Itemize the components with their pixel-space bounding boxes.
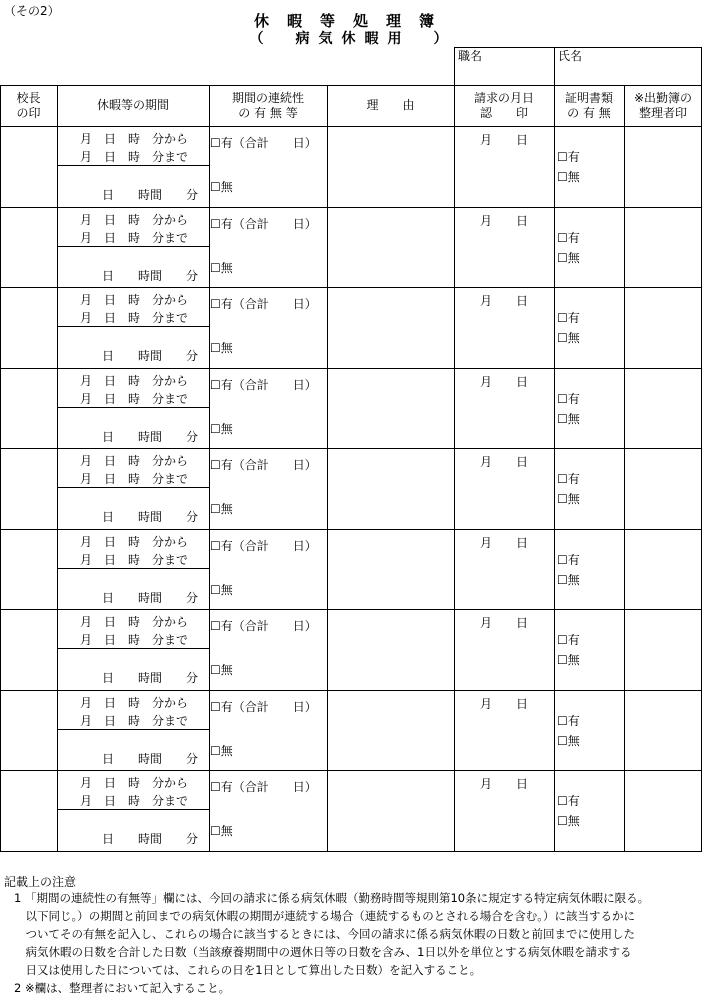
- certificate-no-checkbox[interactable]: ☐無: [557, 251, 580, 265]
- request-month-day: 月 日: [480, 294, 529, 308]
- principal-seal-cell[interactable]: [1, 208, 56, 286]
- clerk-seal-cell[interactable]: [625, 610, 700, 688]
- post-field[interactable]: [482, 62, 552, 82]
- header-principal-seal: 校長 の印: [16, 91, 41, 120]
- continuity-no-checkbox[interactable]: ☐無: [210, 422, 233, 436]
- certificate-yes-checkbox[interactable]: ☐有: [557, 392, 580, 406]
- continuity-no-checkbox[interactable]: ☐無: [210, 583, 233, 597]
- period-days-hours-text: 日 時間 分: [102, 832, 199, 846]
- period-from-text: 月 日 時 分から: [80, 213, 189, 227]
- certificate-yes-checkbox[interactable]: ☐有: [557, 553, 580, 567]
- certificate-yes-checkbox[interactable]: ☐有: [557, 714, 580, 728]
- clerk-seal-cell[interactable]: [625, 691, 700, 769]
- reason-cell[interactable]: [328, 530, 453, 608]
- reason-cell[interactable]: [328, 691, 453, 769]
- clerk-seal-cell[interactable]: [625, 530, 700, 608]
- clerk-seal-cell[interactable]: [625, 288, 700, 366]
- period-divider: [57, 407, 209, 408]
- note-line: ついてその有無を記入し、これらの場合に該当するときには、今回の請求に係る病気休暇の日数と前回までに使用した: [14, 927, 635, 941]
- certificate-no-checkbox[interactable]: ☐無: [557, 331, 580, 345]
- request-month-day: 月 日: [480, 375, 529, 389]
- form-title: 休暇等処理簿: [253, 12, 452, 30]
- note-line: 1 「期間の連続性の有無等」欄には、今回の請求に係る病気休暇（勤務時間等規則第10条に規定する特定病気休暇に限る。: [14, 891, 650, 905]
- request-month-day: 月 日: [480, 536, 529, 550]
- principal-seal-cell[interactable]: [1, 610, 56, 688]
- continuity-yes-checkbox[interactable]: ☐有（合計 日）: [210, 780, 317, 794]
- principal-seal-cell[interactable]: [1, 530, 56, 608]
- period-divider: [57, 648, 209, 649]
- reason-cell[interactable]: [328, 288, 453, 366]
- clerk-seal-cell[interactable]: [625, 369, 700, 447]
- period-from-text: 月 日 時 分から: [80, 696, 189, 710]
- period-from-text: 月 日 時 分から: [80, 615, 189, 629]
- period-to-text: 月 日 時 分まで: [80, 472, 189, 486]
- certificate-no-checkbox[interactable]: ☐無: [557, 814, 580, 828]
- reason-cell[interactable]: [328, 610, 453, 688]
- continuity-no-checkbox[interactable]: ☐無: [210, 502, 233, 516]
- name-label: 氏名: [558, 49, 583, 63]
- certificate-yes-checkbox[interactable]: ☐有: [557, 150, 580, 164]
- period-from-text: 月 日 時 分から: [80, 374, 189, 388]
- principal-seal-cell[interactable]: [1, 127, 56, 205]
- period-to-text: 月 日 時 分まで: [80, 311, 189, 325]
- continuity-yes-checkbox[interactable]: ☐有（合計 日）: [210, 700, 317, 714]
- continuity-yes-checkbox[interactable]: ☐有（合計 日）: [210, 458, 317, 472]
- certificate-yes-checkbox[interactable]: ☐有: [557, 231, 580, 245]
- period-days-hours-text: 日 時間 分: [102, 349, 199, 363]
- row-divider: [0, 851, 702, 852]
- request-month-day: 月 日: [480, 214, 529, 228]
- principal-seal-cell[interactable]: [1, 369, 56, 447]
- certificate-no-checkbox[interactable]: ☐無: [557, 412, 580, 426]
- certificate-yes-checkbox[interactable]: ☐有: [557, 472, 580, 486]
- header-continuity: 期間の連続性 の 有 無 等: [231, 91, 304, 120]
- continuity-no-checkbox[interactable]: ☐無: [210, 744, 233, 758]
- certificate-yes-checkbox[interactable]: ☐有: [557, 794, 580, 808]
- clerk-seal-cell[interactable]: [625, 127, 700, 205]
- note-line: 以下同じ。）の期間と前回までの病気休暇の期間が連続する場合（連続するものとされる場合を含む。）に該当するかに: [14, 909, 635, 923]
- form-number: （その2）: [4, 4, 60, 18]
- period-divider: [57, 568, 209, 569]
- certificate-yes-checkbox[interactable]: ☐有: [557, 633, 580, 647]
- period-days-hours-text: 日 時間 分: [102, 510, 199, 524]
- reason-cell[interactable]: [328, 449, 453, 527]
- period-from-text: 月 日 時 分から: [80, 535, 189, 549]
- period-to-text: 月 日 時 分まで: [80, 231, 189, 245]
- form-subtitle: （ 病気休暇用 ）: [249, 31, 457, 47]
- period-divider: [57, 809, 209, 810]
- period-from-text: 月 日 時 分から: [80, 132, 189, 146]
- period-from-text: 月 日 時 分から: [80, 454, 189, 468]
- principal-seal-cell[interactable]: [1, 288, 56, 366]
- reason-cell[interactable]: [328, 369, 453, 447]
- principal-seal-cell[interactable]: [1, 691, 56, 769]
- continuity-yes-checkbox[interactable]: ☐有（合計 日）: [210, 136, 317, 150]
- certificate-no-checkbox[interactable]: ☐無: [557, 734, 580, 748]
- certificate-no-checkbox[interactable]: ☐無: [557, 170, 580, 184]
- notes-heading: 記載上の注意: [4, 875, 77, 889]
- period-days-hours-text: 日 時間 分: [102, 430, 199, 444]
- period-days-hours-text: 日 時間 分: [102, 591, 199, 605]
- name-field[interactable]: [582, 62, 698, 82]
- period-divider: [57, 487, 209, 488]
- note-line: 2 ※欄は、整理者において記入すること。: [14, 981, 231, 995]
- request-month-day: 月 日: [480, 455, 529, 469]
- period-days-hours-text: 日 時間 分: [102, 269, 199, 283]
- period-divider: [57, 246, 209, 247]
- period-to-text: 月 日 時 分まで: [80, 392, 189, 406]
- certificate-no-checkbox[interactable]: ☐無: [557, 573, 580, 587]
- clerk-seal-cell[interactable]: [625, 771, 700, 849]
- continuity-no-checkbox[interactable]: ☐無: [210, 180, 233, 194]
- post-label: 職名: [458, 49, 483, 63]
- note-line: 日又は使用した日については、これらの日を1日として算出した日数）を記入すること。: [14, 963, 482, 977]
- header-request-date: 請求の月日 認 印: [473, 91, 534, 120]
- period-to-text: 月 日 時 分まで: [80, 794, 189, 808]
- certificate-yes-checkbox[interactable]: ☐有: [557, 311, 580, 325]
- request-month-day: 月 日: [480, 697, 529, 711]
- period-from-text: 月 日 時 分から: [80, 776, 189, 790]
- continuity-yes-checkbox[interactable]: ☐有（合計 日）: [210, 297, 317, 311]
- continuity-yes-checkbox[interactable]: ☐有（合計 日）: [210, 539, 317, 553]
- request-month-day: 月 日: [480, 616, 529, 630]
- continuity-no-checkbox[interactable]: ☐無: [210, 663, 233, 677]
- period-to-text: 月 日 時 分まで: [80, 553, 189, 567]
- reason-cell[interactable]: [328, 127, 453, 205]
- period-days-hours-text: 日 時間 分: [102, 752, 199, 766]
- period-to-text: 月 日 時 分まで: [80, 150, 189, 164]
- clerk-seal-cell[interactable]: [625, 208, 700, 286]
- period-divider: [57, 729, 209, 730]
- request-month-day: 月 日: [480, 777, 529, 791]
- principal-seal-cell[interactable]: [1, 771, 56, 849]
- period-days-hours-text: 日 時間 分: [102, 188, 199, 202]
- period-divider: [57, 326, 209, 327]
- period-to-text: 月 日 時 分まで: [80, 633, 189, 647]
- continuity-no-checkbox[interactable]: ☐無: [210, 261, 233, 275]
- request-month-day: 月 日: [480, 133, 529, 147]
- period-to-text: 月 日 時 分まで: [80, 714, 189, 728]
- header-leave-period: 休暇等の期間: [96, 98, 169, 112]
- continuity-yes-checkbox[interactable]: ☐有（合計 日）: [210, 378, 317, 392]
- continuity-no-checkbox[interactable]: ☐無: [210, 824, 233, 838]
- period-days-hours-text: 日 時間 分: [102, 671, 199, 685]
- certificate-no-checkbox[interactable]: ☐無: [557, 492, 580, 506]
- continuity-no-checkbox[interactable]: ☐無: [210, 341, 233, 355]
- header-certificate: 証明書類 の 有 無: [564, 91, 613, 120]
- reason-cell[interactable]: [328, 208, 453, 286]
- principal-seal-cell[interactable]: [1, 449, 56, 527]
- continuity-yes-checkbox[interactable]: ☐有（合計 日）: [210, 217, 317, 231]
- note-line: 病気休暇の日数を合計した日数（当該療養期間中の週休日等の日数を含み、1日以外を単位とする病気休暇を請求する: [14, 945, 632, 959]
- certificate-no-checkbox[interactable]: ☐無: [557, 653, 580, 667]
- header-reason: 理 由: [366, 98, 415, 112]
- period-divider: [57, 165, 209, 166]
- header-clerk-seal: ※出勤簿の 整理者印: [633, 91, 693, 120]
- period-from-text: 月 日 時 分から: [80, 293, 189, 307]
- reason-cell[interactable]: [328, 771, 453, 849]
- clerk-seal-cell[interactable]: [625, 449, 700, 527]
- continuity-yes-checkbox[interactable]: ☐有（合計 日）: [210, 619, 317, 633]
